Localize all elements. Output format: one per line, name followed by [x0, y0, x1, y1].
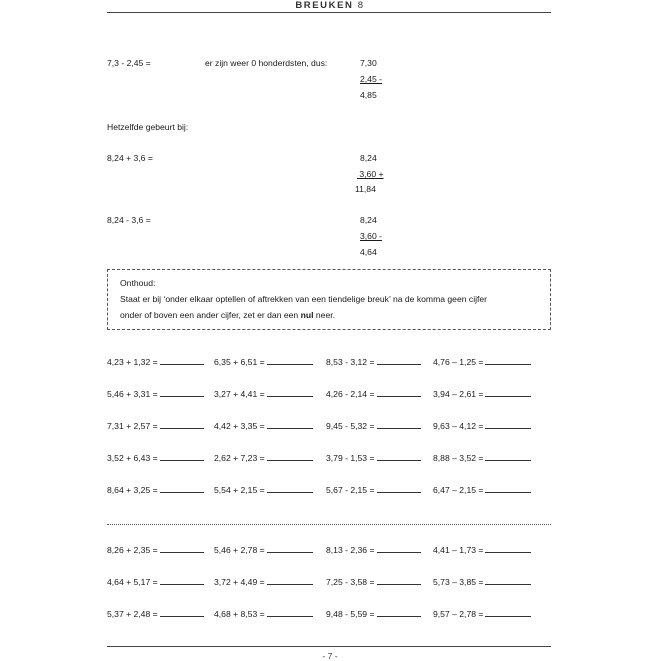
rule-line-2 [120, 310, 335, 320]
answer-blank[interactable] [485, 608, 531, 617]
exercise-item [433, 608, 531, 619]
exercise-item [214, 388, 313, 399]
example-1-line1: 7,30 [360, 58, 377, 68]
exercise-problem: 8,53 - 3,12 = [326, 357, 375, 367]
exercise-problem: 3,94 – 2,61 = [433, 389, 484, 399]
answer-blank[interactable] [160, 608, 204, 617]
exercise-item [326, 608, 421, 619]
example-2-line2-text: 3,60 + [359, 169, 384, 179]
exercise-item [433, 452, 531, 463]
exercise-item [326, 388, 421, 399]
answer-blank[interactable] [160, 420, 204, 429]
answer-blank[interactable] [160, 388, 204, 397]
exercise-item [326, 420, 421, 431]
exercise-problem: 5,46 + 2,78 = [214, 545, 265, 555]
rule-line-2-start: onder of boven een ander cijfer, zet er dan een [120, 310, 301, 320]
exercise-item [107, 452, 204, 463]
exercise-problem: 6,47 – 2,15 = [433, 485, 484, 495]
example-1-problem: 7,3 - 2,45 = [107, 58, 151, 68]
exercise-item [214, 576, 313, 587]
exercise-item [107, 420, 204, 431]
exercise-item [433, 484, 531, 495]
exercise-problem: 9,45 - 5,32 = [326, 421, 375, 431]
exercise-problem: 9,48 - 5,59 = [326, 609, 375, 619]
exercise-problem: 7,25 - 3,58 = [326, 577, 375, 587]
rule-line-2-end: neer. [313, 310, 336, 320]
example-3-result: 4,64 [360, 247, 377, 257]
exercise-problem: 9,57 – 2,78 = [433, 609, 484, 619]
exercise-problem: 3,72 + 4,49 = [214, 577, 265, 587]
answer-blank[interactable] [485, 356, 531, 365]
exercise-item [433, 544, 531, 555]
example-2-line2 [357, 169, 384, 179]
example-3-problem: 8,24 - 3,6 = [107, 215, 151, 225]
page-number: - 7 - [322, 651, 338, 661]
exercise-problem: 4,64 + 5,17 = [107, 577, 158, 587]
exercise-problem: 7,31 + 2,57 = [107, 421, 158, 431]
exercise-problem: 3,52 + 6,43 = [107, 453, 158, 463]
example-2-line1: 8,24 [360, 153, 377, 163]
header-rule [107, 12, 551, 13]
exercise-item [326, 576, 421, 587]
answer-blank[interactable] [485, 484, 531, 493]
exercise-item [433, 420, 531, 431]
exercise-item [214, 420, 313, 431]
answer-blank[interactable] [377, 484, 421, 493]
answer-blank[interactable] [267, 608, 313, 617]
exercise-problem: 5,73 – 3,85 = [433, 577, 484, 587]
answer-blank[interactable] [267, 452, 313, 461]
answer-blank[interactable] [377, 544, 421, 553]
example-2-result: 11,84 [355, 184, 376, 194]
exercise-problem: 9,63 – 4,12 = [433, 421, 484, 431]
exercise-problem: 8,26 + 2,35 = [107, 545, 158, 555]
exercise-item [214, 608, 313, 619]
example-1-note: er zijn weer 0 honderdsten, dus: [205, 58, 328, 68]
header-title: BREUKEN [295, 0, 354, 11]
exercise-item [433, 576, 531, 587]
exercise-problem: 4,23 + 1,32 = [107, 357, 158, 367]
exercise-problem: 8,64 + 3,25 = [107, 485, 158, 495]
exercise-item [107, 576, 204, 587]
answer-blank[interactable] [377, 608, 421, 617]
exercise-item [214, 484, 313, 495]
answer-blank[interactable] [485, 576, 531, 585]
exercise-problem: 4,42 + 3,35 = [214, 421, 265, 431]
exercise-problem: 6,35 + 6,51 = [214, 357, 265, 367]
answer-blank[interactable] [160, 544, 204, 553]
header-chapter-number: 8 [357, 0, 365, 11]
exercise-problem: 5,54 + 2,15 = [214, 485, 265, 495]
answer-blank[interactable] [160, 356, 204, 365]
answer-blank[interactable] [267, 356, 313, 365]
exercise-item [433, 356, 531, 367]
answer-blank[interactable] [267, 484, 313, 493]
example-2-problem: 8,24 + 3,6 = [107, 153, 153, 163]
exercise-problem: 4,26 - 2,14 = [326, 389, 375, 399]
answer-blank[interactable] [160, 452, 204, 461]
exercise-item [107, 608, 204, 619]
answer-blank[interactable] [267, 576, 313, 585]
answer-blank[interactable] [160, 484, 204, 493]
exercise-problem: 2,62 + 7,23 = [214, 453, 265, 463]
answer-blank[interactable] [485, 452, 531, 461]
answer-blank[interactable] [377, 420, 421, 429]
answer-blank[interactable] [485, 420, 531, 429]
exercise-item [214, 452, 313, 463]
answer-blank[interactable] [485, 388, 531, 397]
exercise-problem: 8,88 – 3,52 = [433, 453, 484, 463]
dotted-separator [107, 524, 551, 525]
exercise-item [326, 544, 421, 555]
exercise-item [107, 484, 204, 495]
rule-line-1: Staat er bij ‘onder elkaar optellen of aftrekken van een tiendelige breuk’ na de komma geen cijfer [120, 294, 488, 304]
exercise-problem: 4,68 + 8,53 = [214, 609, 265, 619]
example-1-result: 4,85 [360, 90, 377, 100]
rule-title: Onthoud: [120, 278, 156, 288]
exercise-item [326, 452, 421, 463]
exercise-item [433, 388, 531, 399]
answer-blank[interactable] [267, 388, 313, 397]
exercise-problem: 3,27 + 4,41 = [214, 389, 265, 399]
exercise-problem: 3,79 - 1,53 = [326, 453, 375, 463]
exercise-problem: 8,13 - 2,36 = [326, 545, 375, 555]
exercise-problem: 5,37 + 2,48 = [107, 609, 158, 619]
exercise-item [107, 388, 204, 399]
intro-text: Hetzelfde gebeurt bij: [107, 122, 189, 132]
answer-blank[interactable] [377, 388, 421, 397]
example-3-line1: 8,24 [360, 215, 377, 225]
example-1-line2: 2,45 - [360, 74, 382, 84]
exercise-item [107, 544, 204, 555]
exercise-problem: 5,46 + 3,31 = [107, 389, 158, 399]
answer-blank[interactable] [377, 576, 421, 585]
page-header [0, 0, 660, 11]
exercise-item [326, 484, 421, 495]
exercise-problem: 5,67 - 2,15 = [326, 485, 375, 495]
exercise-item [214, 356, 313, 367]
answer-blank[interactable] [377, 356, 421, 365]
exercise-item [214, 544, 313, 555]
rule-bold-word: nul [300, 310, 314, 320]
rule-box [107, 269, 551, 330]
answer-blank[interactable] [377, 452, 421, 461]
exercise-item [326, 356, 421, 367]
answer-blank[interactable] [267, 420, 313, 429]
exercise-problem: 4,76 – 1,25 = [433, 357, 484, 367]
answer-blank[interactable] [267, 544, 313, 553]
exercise-problem: 4,41 – 1,73 = [433, 545, 484, 555]
footer-rule [107, 646, 551, 647]
exercise-item [107, 356, 204, 367]
example-3-line2: 3,60 - [360, 231, 382, 241]
answer-blank[interactable] [160, 576, 204, 585]
answer-blank[interactable] [485, 544, 531, 553]
